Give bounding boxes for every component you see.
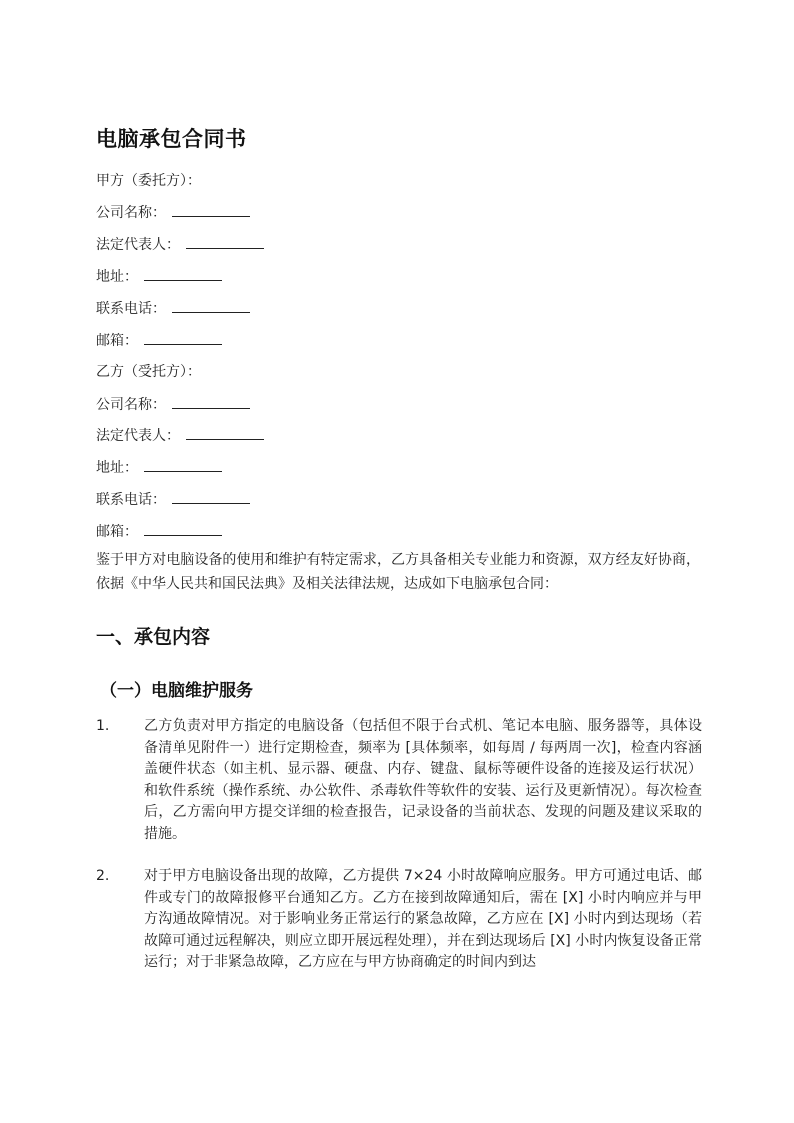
party-a-heading: 甲方（委托方）： xyxy=(96,173,201,189)
list-item-number: 2. xyxy=(96,868,110,884)
party-a-company-label: 公司名称： xyxy=(96,205,166,221)
list-item-number: 1. xyxy=(96,718,110,734)
document-title: 电脑承包合同书 xyxy=(96,127,247,151)
intro-paragraph: 鉴于甲方对电脑设备的使用和维护有特定需求，乙方具备相关专业能力和资源，双方经友好协商，依据《中华人民共和国民法典》及相关法律法规，达成如下电脑承包合同： xyxy=(96,552,700,592)
subsection-heading-maintenance: （一）电脑维护服务 xyxy=(100,681,253,701)
party-a-legal-rep-blank xyxy=(186,234,264,249)
list-item xyxy=(96,866,702,974)
party-a-company-blank xyxy=(172,202,250,217)
party-a-phone-blank xyxy=(172,298,250,313)
party-b-legal-rep-label: 法定代表人： xyxy=(96,428,180,444)
party-b-address-blank xyxy=(144,457,222,472)
party-a-address-blank xyxy=(144,266,222,281)
party-b-heading: 乙方（受托方）： xyxy=(96,364,201,380)
party-a-phone-label: 联系电话： xyxy=(96,301,166,317)
party-a-phone-field xyxy=(96,298,250,319)
party-b-email-blank xyxy=(144,521,222,536)
party-b-phone-blank xyxy=(172,489,250,504)
party-b-legal-rep-blank xyxy=(186,425,264,440)
party-a-email-blank xyxy=(144,330,222,345)
party-b-company-field xyxy=(96,394,250,415)
party-a-company-field xyxy=(96,202,250,223)
party-b-legal-rep-field xyxy=(96,425,264,446)
party-b-email-label: 邮箱： xyxy=(96,524,138,540)
section-heading-contract-content: 一、承包内容 xyxy=(96,626,211,648)
party-a-address-label: 地址： xyxy=(96,269,138,285)
list-item-text: 乙方负责对甲方指定的电脑设备（包括但不限于台式机、笔记本电脑、服务器等，具体设备清单见附件一）进行定期检查，频率为 [具体频率，如每周 / 每两周一次]，检查内容涵盖硬件状态（如主机、显示器、硬盘、内存、键盘、鼠标等硬件设备的连接及运行状况）和软件系统（操作系统、办公软件、杀毒软件等软件的安装、运行及更新情况）。每次检查后，乙方需向甲方提交详细的检查报告，记录设备的当前状态、发现的问题及建议采取的措施。 xyxy=(144,718,702,842)
party-b-address-label: 地址： xyxy=(96,460,138,476)
party-b-phone-field xyxy=(96,489,250,510)
party-a-email-label: 邮箱： xyxy=(96,333,138,349)
party-a-address-field xyxy=(96,266,222,287)
party-b-company-label: 公司名称： xyxy=(96,397,166,413)
party-a-legal-rep-label: 法定代表人： xyxy=(96,237,180,253)
party-b-phone-label: 联系电话： xyxy=(96,492,166,508)
party-a-legal-rep-field xyxy=(96,234,264,255)
party-b-address-field xyxy=(96,457,222,478)
list-item xyxy=(96,716,702,845)
party-b-email-field xyxy=(96,521,222,542)
party-a-email-field xyxy=(96,330,222,351)
party-b-company-blank xyxy=(172,394,250,409)
list-item-text: 对于甲方电脑设备出现的故障，乙方提供 7×24 小时故障响应服务。甲方可通过电话、邮件或专门的故障报修平台通知乙方。乙方在接到故障通知后，需在 [X] 小时内响应并与甲方沟通故障情况。对于影响业务正常运行的紧急故障，乙方应在 [X] 小时内到达现场（若故障可通过远程解决，则应立即开展远程处理），并在到达现场后 [X] 小时内恢复设备正常运行；对于非紧急故障，乙方应在与甲方协商确定的时间内到达 xyxy=(144,868,702,970)
